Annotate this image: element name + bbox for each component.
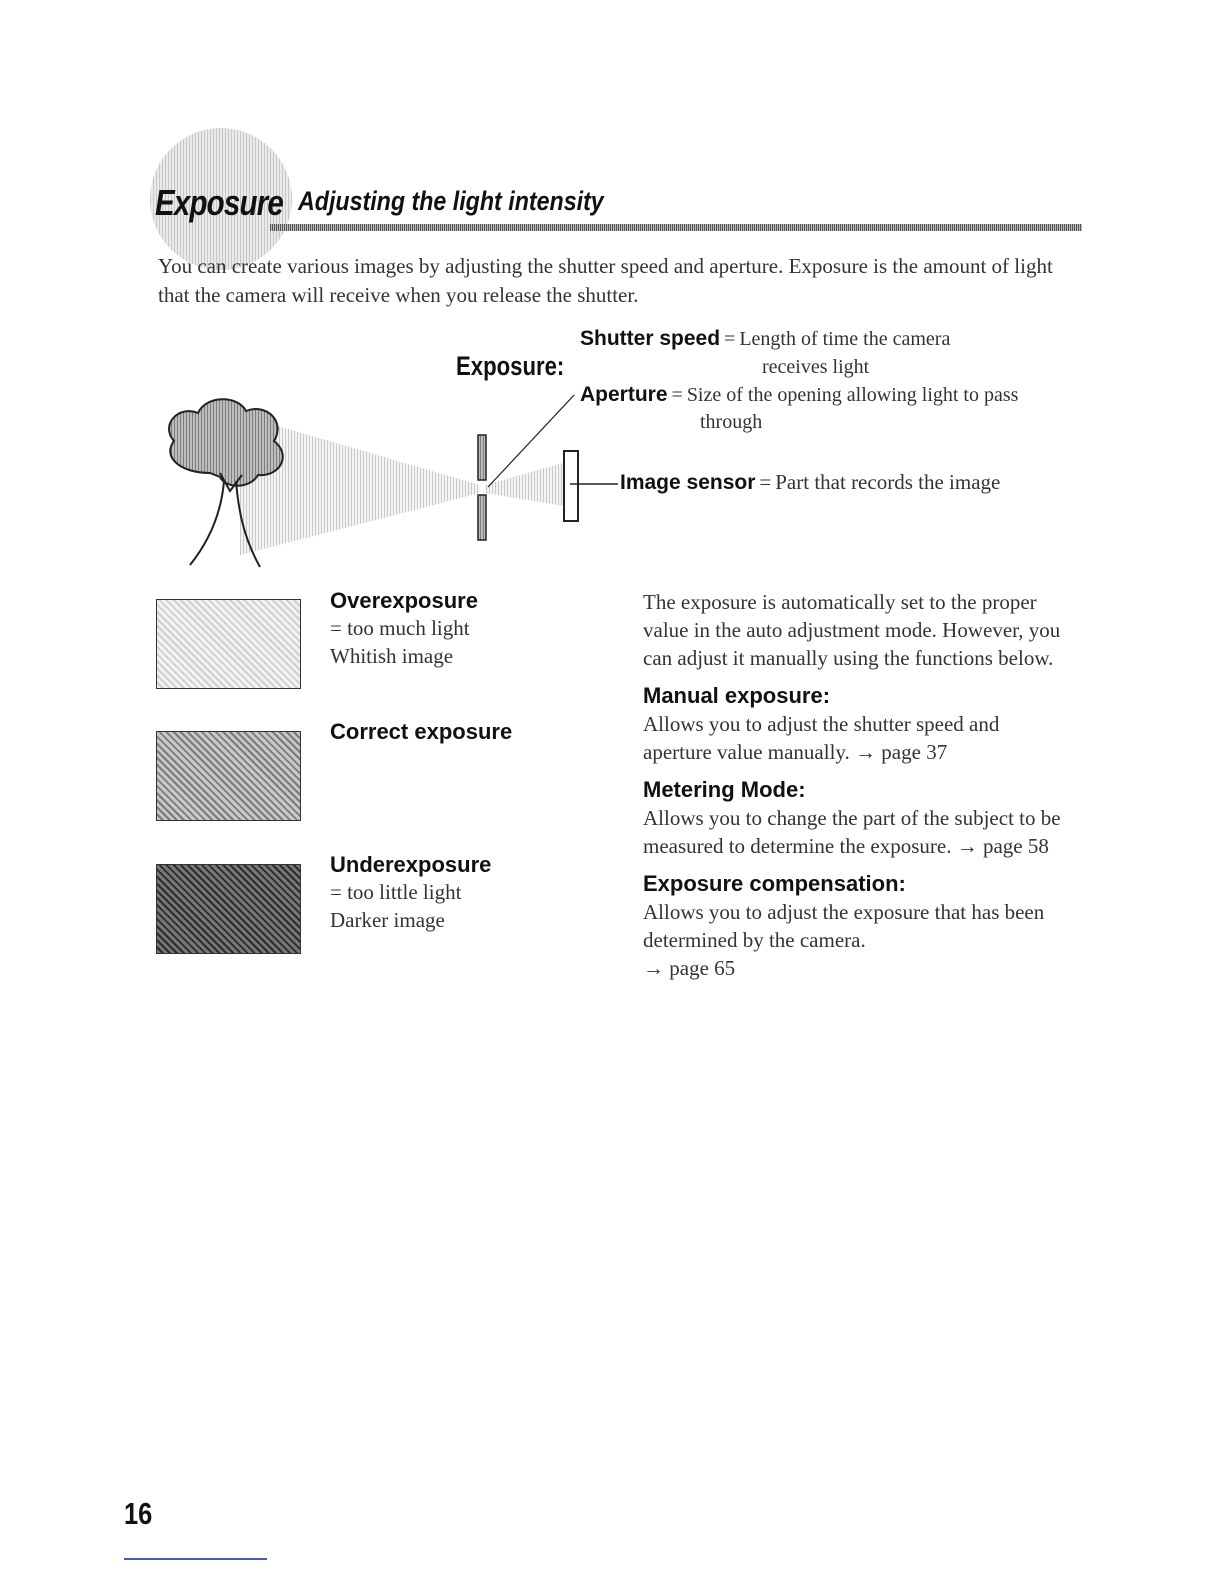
aperture-row (580, 383, 1018, 407)
correctly-exposed-photo (156, 731, 301, 821)
arrow-icon: → (956, 834, 978, 858)
exposure-compensation-body: Allows you to adjust the exposure that has been determined by the camera. → page 65 (643, 900, 1045, 980)
section-subtitle: Adjusting the light intensity (298, 186, 604, 216)
light-beam-converging (485, 461, 570, 507)
case-result: Whitish image (330, 644, 454, 668)
overexposed-photo (156, 599, 301, 689)
case-overexposure (330, 588, 478, 670)
page-reference-link[interactable]: page 65 (669, 956, 736, 980)
aperture-blade-bottom (478, 495, 486, 540)
footer-divider (124, 1558, 267, 1560)
equals-sign: = (671, 384, 683, 406)
page-reference-link[interactable]: page 37 (881, 740, 948, 764)
exposure-equation-label: Exposure: (456, 351, 565, 381)
manual-exposure-body: Allows you to adjust the shutter speed and aperture value manually. → page 37 (643, 712, 1000, 764)
underexposed-photo (156, 864, 301, 954)
manual-exposure-heading: Manual exposure: (643, 683, 831, 708)
equals-sign: = (759, 470, 772, 494)
case-title: Correct exposure (330, 719, 513, 744)
image-sensor-shape (564, 451, 578, 521)
auto-exposure-note: The exposure is automatically set to the proper value in the auto adjustment mode. However, you can adjust it manually using the functions below. (643, 590, 1061, 670)
case-result: Darker image (330, 908, 445, 932)
case-definition: = too much light (330, 616, 470, 640)
section-badge-title: Exposure (155, 182, 283, 223)
exposure-compensation-heading: Exposure compensation: (643, 871, 906, 896)
page-number: 16 (124, 1496, 153, 1531)
aperture-def: Size of the opening allowing light to pass (686, 384, 1019, 406)
shutter-speed-row (580, 327, 950, 351)
header-divider (270, 224, 1082, 231)
page-reference-link[interactable]: page 58 (982, 834, 1049, 858)
case-correct-exposure (330, 719, 512, 745)
arrow-icon: → (643, 956, 664, 980)
image-sensor-row (620, 470, 1000, 495)
case-title: Overexposure (330, 588, 478, 613)
metering-mode-heading: Metering Mode: (643, 777, 806, 802)
adjustment-functions-column (643, 588, 1073, 982)
image-sensor-def: Part that records the image (775, 470, 1001, 494)
aperture-def-cont: through (700, 411, 763, 433)
aperture-blade-top (478, 435, 486, 480)
image-sensor-term: Image sensor (620, 471, 756, 494)
metering-mode-body: Allows you to change the part of the subject to be measured to determine the exposure. → page 58 (643, 806, 1061, 858)
shutter-speed-def-cont: receives light (762, 356, 870, 378)
exposure-diagram (150, 395, 670, 575)
arrow-icon: → (855, 740, 877, 764)
case-title: Underexposure (330, 852, 492, 877)
shutter-speed-term: Shutter speed (580, 327, 721, 350)
case-underexposure (330, 852, 491, 934)
aperture-term: Aperture (580, 383, 668, 406)
shutter-speed-def: Length of time the camera (739, 328, 951, 350)
case-definition: = too little light (330, 880, 462, 904)
equals-sign: = (724, 328, 736, 350)
intro-paragraph: You can create various images by adjusting the shutter speed and aperture. Exposure is the amount of light that the camera will receive when you release the shutter. (158, 254, 1053, 307)
